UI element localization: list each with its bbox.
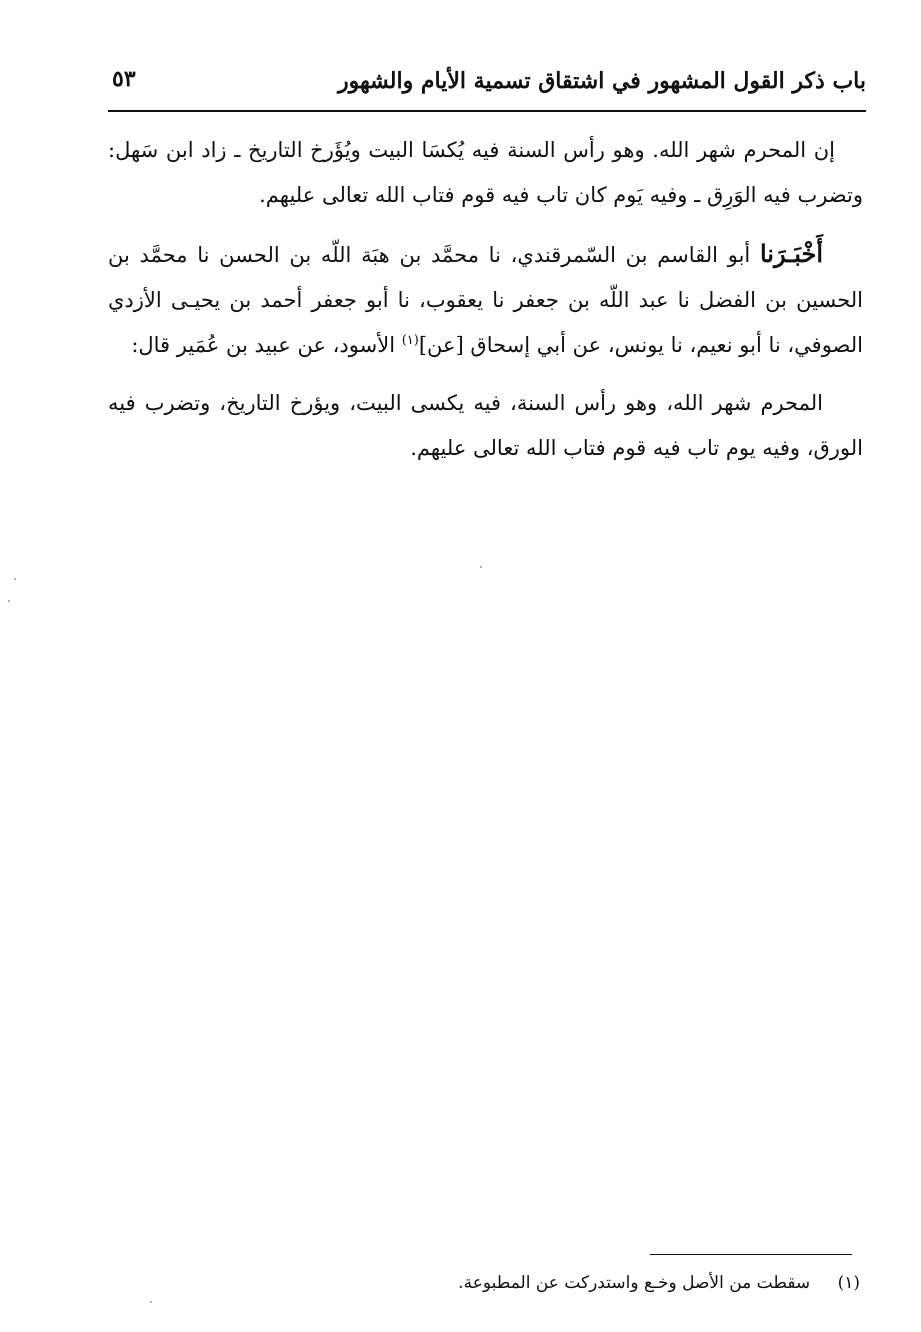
main-text xyxy=(108,128,863,484)
akhbarana-lead-word: أَخْبَـرَنا xyxy=(759,239,823,268)
paragraph-1-text: إن المحرم شهر الله. وهو رأس السنة فيه يُكسَا البيت ويُؤَرخ التاريخ ـ زاد ابن سَهل: وتضرب فيه الوَرِق ـ وفيه يَوم كان تاب فيه قوم فتاب الله تعالى عليهم. xyxy=(108,138,863,207)
header-rule xyxy=(108,110,866,112)
scan-speck xyxy=(150,1301,152,1303)
footnote-rule xyxy=(650,1254,852,1255)
paragraph-1 xyxy=(108,128,863,218)
scan-speck xyxy=(14,578,16,580)
scan-speck xyxy=(8,600,10,602)
footnote xyxy=(440,1270,860,1296)
scan-speck xyxy=(480,566,482,568)
paragraph-3-text: المحرم شهر الله، وهو رأس السنة، فيه يكسى البيت، ويؤرخ التاريخ، وتضرب فيه الورق، وفيه يوم تاب فيه قوم فتاب الله تعالى عليهم. xyxy=(108,391,863,460)
footnote-reference[interactable]: (١) xyxy=(401,333,419,348)
running-title: باب ذكر القول المشهور في اشتقاق تسمية الأيام والشهور xyxy=(338,68,866,94)
page-header xyxy=(108,62,866,104)
isnad-chain-text: أبو القاسم بن السّمرقندي، نا محمَّد بن هبَة اللّه بن الحسن نا محمَّد بن الحسين بن الفضل نا عبد اللّه بن جعفر نا يعقوب، نا أبو جعفر أحمد بن يحيـى الأزدي الصوفي، نا أبو نعيم، نا يونس، عن أبي إسحاق [عن] xyxy=(108,243,863,357)
isnad-chain-ending: الأسود، عن عبيد بن عُمَير قال: xyxy=(131,333,396,357)
paragraph-2-isnad xyxy=(108,231,863,368)
paragraph-3 xyxy=(108,381,863,471)
footnote-number: (١) xyxy=(837,1273,860,1293)
footnote-text: سقطت من الأصل وخـع واستدركت عن المطبوعة. xyxy=(458,1273,811,1293)
page-number: ٥٣ xyxy=(112,66,136,92)
